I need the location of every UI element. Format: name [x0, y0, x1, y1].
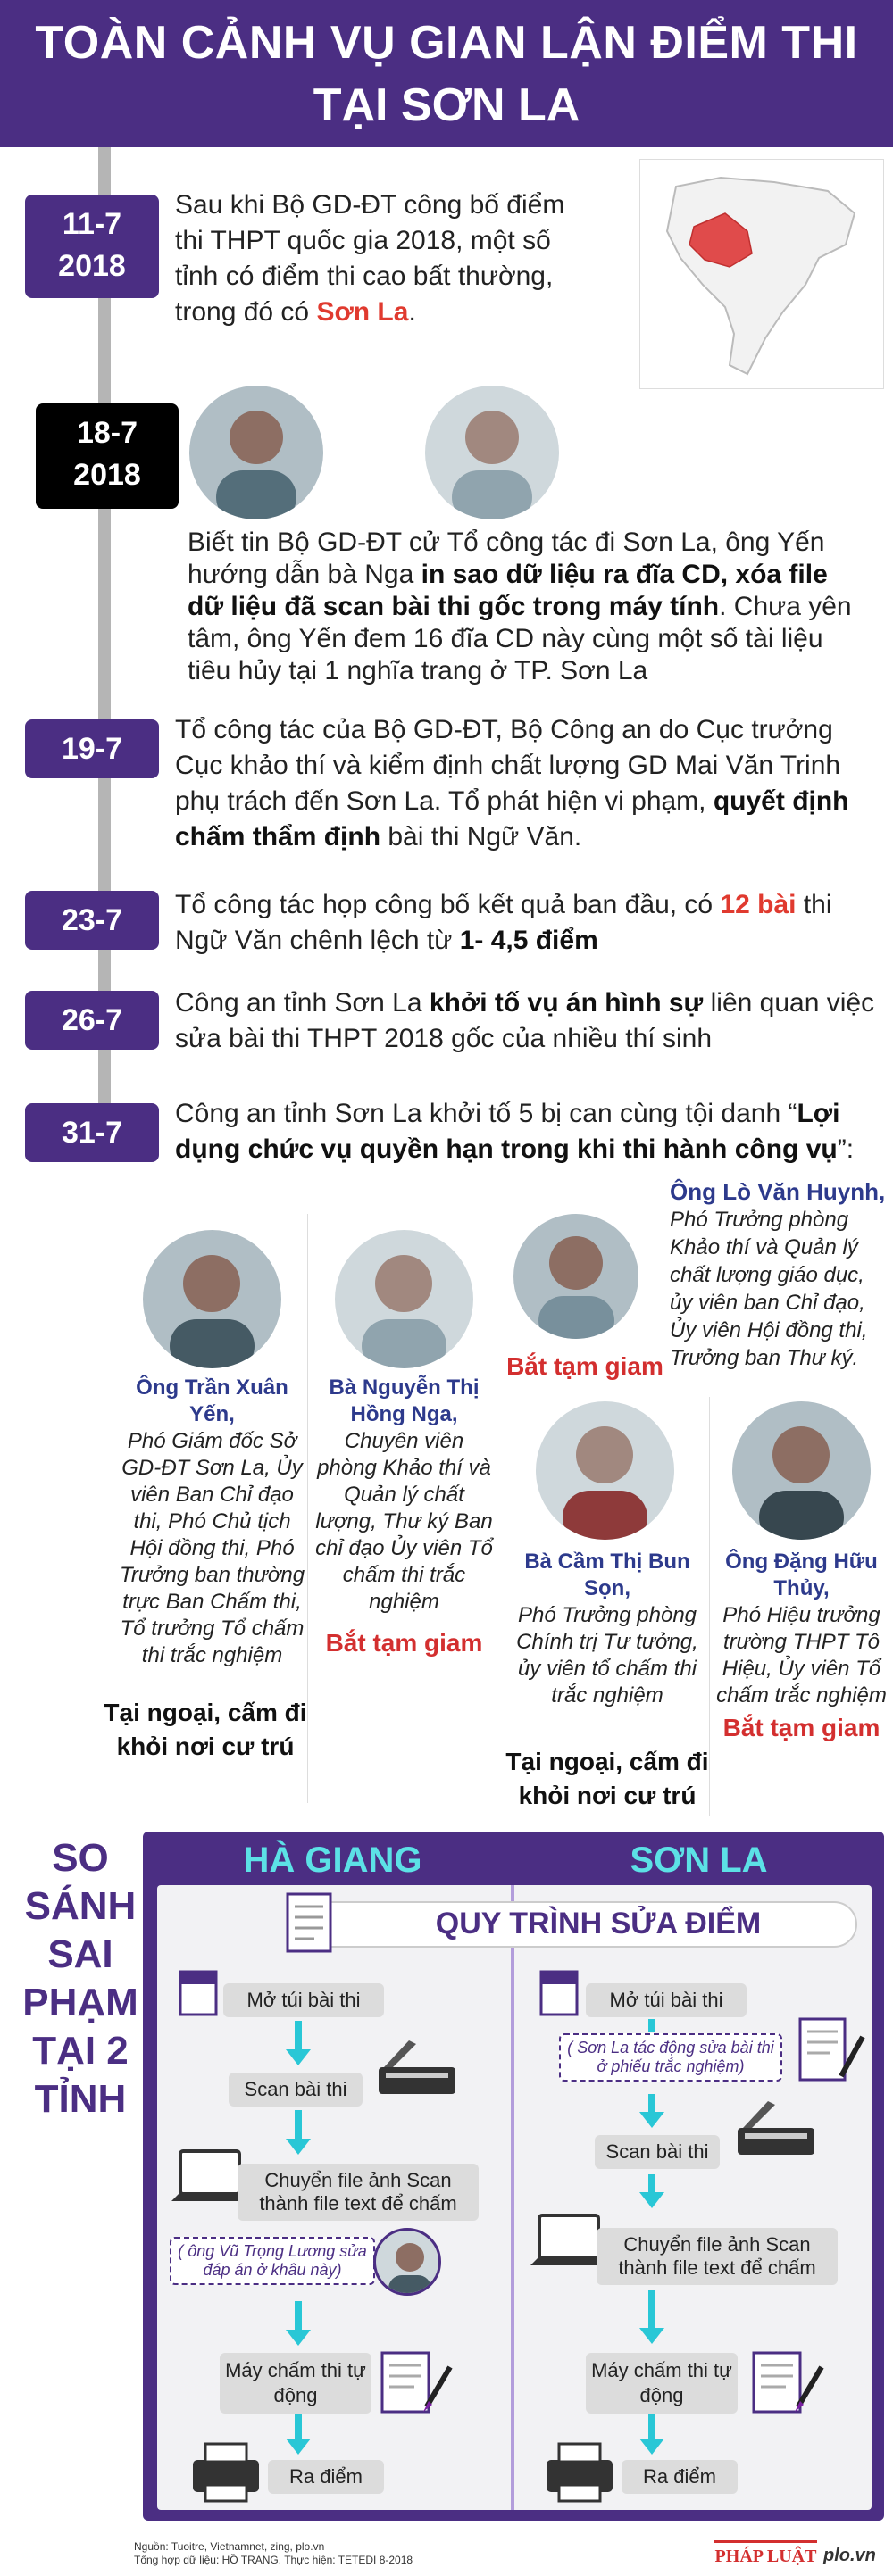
- event-11-7-text: [175, 187, 595, 330]
- vietnam-map: [639, 159, 884, 389]
- date-badge-23-7: 23-7: [25, 891, 159, 950]
- highlight-12-bai: 12 bài: [720, 890, 797, 919]
- portrait-luong: [373, 2228, 441, 2296]
- map-icon: [640, 160, 885, 390]
- person-icon: [732, 1401, 871, 1540]
- arrow-stem: [295, 2414, 302, 2440]
- side-title-line: TẠI 2: [32, 2029, 129, 2073]
- col-title-son-la: SƠN LA: [630, 1841, 768, 1880]
- document-pen-icon: [795, 2014, 866, 2089]
- person-thuy-info: [714, 1549, 889, 1709]
- document-pen-icon: [375, 2347, 455, 2419]
- document-pen-icon: [747, 2347, 827, 2419]
- event-bold: 1- 4,5 điểm: [459, 926, 598, 955]
- side-title-line: PHẠM: [22, 1981, 138, 2024]
- event-text: Công an tỉnh Sơn La khởi tố 5 bị can cùng tội danh “: [175, 1099, 797, 1128]
- column-divider: [511, 1885, 514, 2510]
- event-text: Tổ công tác của Bộ GD-ĐT, Bộ Công an do Cục trưởng Cục khảo thí và kiểm định chất lượng GD Mai Văn Trinh phụ trách đến Sơn La. Tổ phát hiện vi phạm,: [175, 715, 841, 816]
- footer-source: Nguồn: Tuoitre, Vietnamnet, zing, plo.vn: [134, 2540, 325, 2553]
- portrait-huynh: [513, 1214, 638, 1339]
- scanner-icon: [732, 2098, 822, 2162]
- left-step-auto-grade: Máy chấm thi tự động: [220, 2353, 371, 2414]
- footer-credits: Tổng hợp dữ liệu: HỒ TRANG. Thực hiện: TETEDI 8-2018: [134, 2554, 413, 2566]
- person-desc: Phó Hiệu trưởng trường THPT Tô Hiệu, Ủy viên Tổ chấm trắc nghiệm: [716, 1603, 887, 1708]
- person-huynh-info: [670, 1178, 889, 1372]
- left-step-result: Ra điểm: [268, 2460, 384, 2494]
- arrow-down-icon: [286, 2049, 311, 2065]
- date-year: 2018: [73, 458, 141, 492]
- highlight-son-la: Sơn La: [316, 297, 409, 327]
- person-icon: [335, 1230, 473, 1368]
- arrow-stem: [295, 2021, 302, 2051]
- date-badge-11-7: [25, 195, 159, 298]
- date-badge-18-7: [36, 403, 179, 509]
- portrait-yen: [189, 386, 323, 519]
- brand-logo: PHÁP LUẬT: [714, 2540, 817, 2571]
- right-step-convert: Chuyển file ảnh Scan thành file text để chấm: [597, 2228, 838, 2285]
- date-day: 18-7: [76, 416, 138, 450]
- event-text-end: .: [408, 297, 416, 327]
- event-text-end: . Chưa yên tâm, ông Yến đem 16 đĩa CD này cùng một số tài liệu tiêu hủy tại 1 nghĩa trang ở TP. Sơn La: [188, 592, 852, 686]
- arrow-down-icon: [639, 2328, 664, 2344]
- footer-sources: [134, 2540, 580, 2567]
- scanner-icon: [373, 2037, 463, 2101]
- arrow-down-icon: [286, 2439, 311, 2455]
- arrow-stem: [648, 2290, 655, 2330]
- event-bold: Lợi dụng chức vụ quyền hạn trong khi thi hành công vụ: [175, 1099, 840, 1164]
- person-son-info: [505, 1549, 710, 1709]
- person-icon: [143, 1230, 281, 1368]
- printer-icon: [541, 2437, 622, 2505]
- date-badge-31-7: 31-7: [25, 1103, 159, 1162]
- side-title-line: SÁNH: [24, 1884, 137, 1928]
- arrow-stem: [648, 2094, 655, 2114]
- portrait-thuy: [732, 1401, 871, 1540]
- event-bold: in sao dữ liệu ra đĩa CD, xóa file dữ liệu đã scan bài thi gốc trong máy tính: [188, 560, 828, 621]
- envelope-icon: [538, 1968, 582, 2018]
- event-text: Công an tỉnh Sơn La: [175, 988, 430, 1018]
- person-desc: Phó Trưởng phòng Khảo thí và Quản lý chất lượng giáo dục, ủy viên ban Chỉ đạo, Ủy viên Hội đồng thi, Trưởng ban Thư ký.: [670, 1208, 868, 1370]
- event-18-7-text: [188, 527, 866, 687]
- portrait-son: [536, 1401, 674, 1540]
- comparison-side-title: [18, 1834, 143, 2123]
- event-26-7-text: [175, 985, 880, 1057]
- event-bold: quyết định chấm thẩm định: [175, 786, 849, 852]
- left-step-convert: Chuyển file ảnh Scan thành file text để chấm: [238, 2164, 479, 2221]
- person-icon: [189, 386, 323, 519]
- col-title-ha-giang: HÀ GIANG: [243, 1841, 422, 1880]
- right-step-scan: Scan bài thi: [595, 2135, 720, 2169]
- event-text-end: ”:: [837, 1134, 855, 1164]
- arrow-down-icon: [286, 2330, 311, 2346]
- person-desc: Phó Giám đốc Sở GD-ĐT Sơn La, Ủy viên Ban Chỉ đạo thi, Phó Chủ tịch Hội đồng thi, Phó Trưởng ban thường trực Ban Chấm thi, Tổ trưởng Tổ chấm thi trắc nghiệm: [119, 1429, 305, 1667]
- date-year: 2018: [58, 249, 126, 283]
- document-icon: [282, 1890, 339, 1958]
- side-title-line: TỈNH: [34, 2077, 127, 2121]
- person-name: Ông Lò Văn Huynh,: [670, 1178, 886, 1205]
- arrow-down-icon: [639, 2112, 664, 2128]
- person-card-nga: [313, 1214, 496, 1714]
- site-link[interactable]: plo.vn: [823, 2546, 876, 2565]
- date-badge-26-7: 26-7: [25, 991, 159, 1050]
- event-31-7-text: [175, 1096, 880, 1168]
- event-text-mid: thi Ngữ Văn chênh lệch từ: [175, 890, 832, 955]
- event-text-end: bài thi Ngữ Văn.: [380, 822, 582, 852]
- arrow-stem: [648, 2174, 655, 2194]
- person-name: Ông Trần Xuân Yến,: [136, 1375, 288, 1426]
- right-step-auto-grade: Máy chấm thi tự động: [586, 2353, 738, 2414]
- person-icon: [425, 386, 559, 519]
- person-status: Bắt tạm giam: [722, 1714, 880, 1741]
- event-text: Sau khi Bộ GD-ĐT công bố điểm thi THPT quốc gia 2018, một số tỉnh có điểm thi cao bất thường, trong đó có: [175, 190, 565, 327]
- person-card-yen: [104, 1214, 308, 1803]
- person-status: Bắt tạm giam: [325, 1629, 483, 1657]
- arrow-stem: [648, 2414, 655, 2440]
- printer-icon: [188, 2437, 268, 2505]
- right-step-result: Ra điểm: [622, 2460, 738, 2494]
- portrait-nga-2: [335, 1230, 473, 1368]
- header-banner: [0, 0, 893, 147]
- left-step-open-envelope: Mở túi bài thi: [223, 1983, 384, 2017]
- person-status: Tại ngoại, cấm đi khỏi nơi cư trú: [104, 1699, 307, 1760]
- side-title-line: SAI: [47, 1932, 113, 1976]
- event-23-7-text: [175, 887, 880, 959]
- left-step-scan: Scan bài thi: [229, 2073, 363, 2107]
- title-line-1: TOÀN CẢNH VỤ GIAN LẬN ĐIỂM THI: [35, 17, 858, 69]
- event-text: Tổ công tác họp công bố kết quả ban đầu, có: [175, 890, 721, 919]
- left-note: ( ông Vũ Trọng Lương sửa đáp án ở khâu này): [170, 2237, 375, 2285]
- title-line-2: TẠI SƠN LA: [313, 79, 580, 131]
- person-name: Ông Đặng Hữu Thủy,: [725, 1550, 878, 1600]
- person-yen-info: [116, 1375, 308, 1669]
- arrow-stem: [295, 2110, 302, 2140]
- person-card-huynh: [505, 1178, 889, 1415]
- right-note: ( Sơn La tác động sửa bài thi ở phiếu trắc nghiệm): [559, 2033, 782, 2082]
- date-day: 11-7: [62, 207, 122, 241]
- right-step-open-envelope: Mở túi bài thi: [586, 1983, 747, 2017]
- process-title: QUY TRÌNH SỬA ĐIỂM: [435, 1907, 762, 1940]
- arrow-stem: [295, 2301, 302, 2331]
- date-badge-19-7: 19-7: [25, 719, 159, 778]
- person-desc: Phó Trưởng phòng Chính trị Tư tưởng, ủy viên tổ chấm thi trắc nghiệm: [516, 1603, 698, 1708]
- person-card-son: [505, 1397, 710, 1816]
- person-name: Bà Nguyễn Thị Hồng Nga,: [329, 1375, 480, 1426]
- event-bold: khởi tố vụ án hình sự: [429, 988, 704, 1018]
- side-title-line: SO: [52, 1836, 109, 1880]
- arrow-stem: [648, 2019, 655, 2032]
- person-status: Tại ngoại, cấm đi khỏi nơi cư trú: [505, 1748, 709, 1809]
- arrow-down-icon: [639, 2192, 664, 2208]
- person-icon: [536, 1401, 674, 1540]
- arrow-down-icon: [286, 2139, 311, 2155]
- person-nga-info: [313, 1375, 496, 1616]
- arrow-down-icon: [639, 2439, 664, 2455]
- envelope-icon: [177, 1968, 221, 2018]
- person-icon: [513, 1214, 638, 1339]
- event-text-end: liên quan việc sửa bài thi THPT 2018 gốc của nhiều thí sinh: [175, 988, 875, 1053]
- event-text: Biết tin Bộ GD-ĐT cử Tổ công tác đi Sơn La, ông Yến hướng dẫn bà Nga: [188, 528, 825, 589]
- person-desc: Chuyên viên phòng Khảo thí và Quản lý chất lượng, Thư ký Ban chỉ đạo Ủy viên Tổ chấm thi trắc nghiệm: [315, 1429, 493, 1614]
- person-status: Bắt tạm giam: [506, 1352, 663, 1380]
- person-name: Bà Cầm Thị Bun Sọn,: [524, 1550, 690, 1600]
- person-card-thuy: [714, 1397, 889, 1754]
- event-19-7-text: [175, 712, 880, 855]
- portrait-yen-2: [143, 1230, 281, 1368]
- portrait-nga: [425, 386, 559, 519]
